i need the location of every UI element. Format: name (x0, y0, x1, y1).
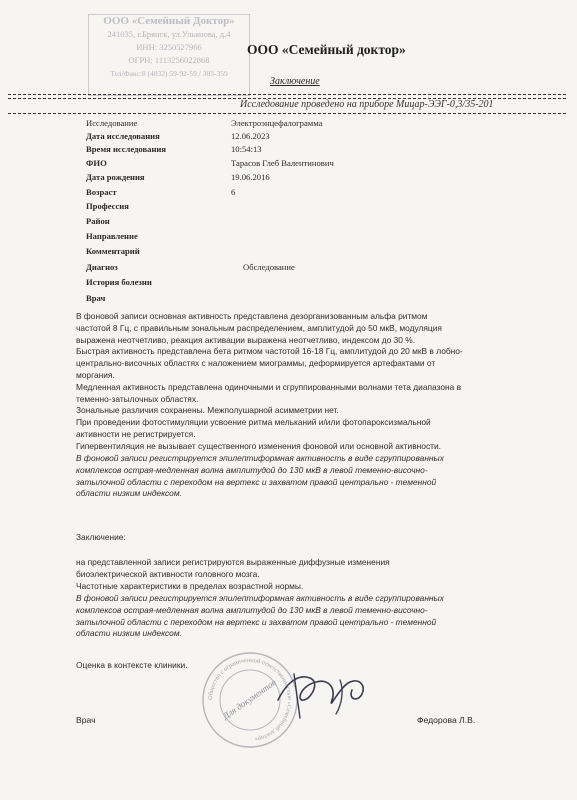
text-line: Быстрая активность представлена бета ритмом частотой 16-18 Гц, амплитудой до 20 мкВ в лобно- (76, 346, 463, 357)
field-value: Электроэнцефалограмма (231, 118, 323, 128)
field-value: Тарасов Глеб Валентинович (231, 158, 334, 168)
divider (8, 113, 566, 114)
text-line: частотой 8 Гц, с правильным зональным распределением, амплитудой до 50 мкВ, модуляция (76, 322, 442, 333)
field-label: Профессия (86, 201, 129, 211)
field-value: 10:54:13 (231, 144, 262, 154)
assessment-note: Оценка в контексте клиники. (76, 660, 188, 670)
field-value: 6 (231, 187, 236, 197)
conclusion-epileptiform (76, 593, 508, 640)
text-line: центрально-височных областях с наложением миограммы, деформируется артефактами от (76, 358, 436, 369)
field-label: Дата исследования (86, 131, 160, 141)
doctor-name: Федорова Л.В. (417, 715, 476, 725)
eeg-description (76, 311, 508, 453)
text-line: моргания. (76, 369, 115, 380)
field-label: Исследование (86, 118, 138, 128)
text-line: комплексов острая-медленная волна амплитудой до 130 мкВ в левой теменно-височно- (76, 464, 428, 475)
stamp-line: ОГРН: 1113256022868 (128, 55, 210, 65)
conclusion-text (76, 557, 508, 592)
stamp-center-text: Для документов (221, 677, 278, 722)
text-line: активности не регистрируется. (76, 428, 196, 439)
conclusion-heading: Заключение: (76, 532, 126, 542)
text-line: Гипервентиляция не вызывает существенного изменения фоновой или основной активности. (76, 440, 441, 451)
field-value: 19.06.2016 (231, 172, 270, 182)
field-label: Врач (86, 293, 106, 303)
field-label: История болезни (86, 277, 152, 287)
text-line: области низким индексом. (76, 628, 182, 639)
doctor-label: Врач (76, 715, 96, 725)
text-line: затылочной области с переходом на вертекс и захватом правой центрально - теменной (76, 616, 437, 627)
text-line: Зональные различия сохранены. Межполушарной асимметрии нет. (76, 405, 339, 416)
text-line: В фоновой записи регистрируется эпилептиформная активность в виде сгруппированных (76, 453, 444, 463)
organization-name: ООО «Семейный доктор» (247, 42, 406, 57)
field-label: Направление (86, 231, 138, 241)
text-line: При проведении фотостимуляции усвоение ритма мельканий и/или фотопароксизмальной (76, 417, 431, 428)
clinic-stamp-box (88, 14, 250, 96)
field-label: Возраст (86, 187, 117, 197)
text-line: Частотные характеристики в пределах возрастной нормы. (76, 580, 304, 591)
text-line: биоэлектрической активности головного мозга. (76, 568, 260, 579)
stamp-ring-text: Общество с ограниченной ответственностью «Семейный доктор» (206, 656, 294, 743)
document-title: Заключение (270, 76, 320, 87)
text-line: Медленная активность представлена одиночными и сгруппированными волнами тета диапазона в (76, 381, 462, 392)
field-label: Дата рождения (86, 172, 145, 182)
epileptiform-description (76, 453, 508, 500)
text-line: комплексов острая-медленная волна амплитудой до 130 мкВ в левой теменно-височно- (76, 604, 428, 615)
text-line: на представленной записи регистрируются выраженные диффузные изменения (76, 557, 390, 567)
text-line: области низким индексом. (76, 488, 182, 499)
stamp-line: ИНН: 3250527966 (136, 42, 202, 52)
divider (8, 94, 566, 95)
field-label: Диагноз (86, 262, 118, 272)
field-value: Обследование (243, 262, 295, 272)
text-line: выражена неотчетливо, реакция активации выражена неотчетливо, индексом до 30 %. (76, 334, 416, 345)
text-line: В фоновой записи регистрируется эпилептиформная активность в виде сгруппированных (76, 593, 444, 603)
field-value: 12.06.2023 (231, 131, 270, 141)
text-line: В фоновой записи основная активность представлена дезорганизованным альфа ритмом (76, 311, 428, 321)
stamp-line: 241035, г.Брянск, ул.Ульянова, д.4 (107, 29, 231, 39)
text-line: затылочной области с переходом на вертекс и захватом правой центрально - теменной (76, 476, 437, 487)
stamp-line: ООО «Семейный Доктор» (103, 15, 235, 27)
handwritten-signature (270, 660, 375, 720)
text-line: теменно-затылочных областях. (76, 393, 199, 404)
field-label: Комментарий (86, 246, 140, 256)
field-label: Район (86, 216, 110, 226)
field-label: ФИО (86, 158, 107, 168)
stamp-line: Тел/Факс:8 (4832) 59-92-59 / 303-359 (110, 69, 228, 78)
field-label: Время исследования (86, 144, 166, 154)
device-info: Исследование проведено на приборе Мицар-ЭЭГ-0,3/35-201 (240, 99, 494, 110)
